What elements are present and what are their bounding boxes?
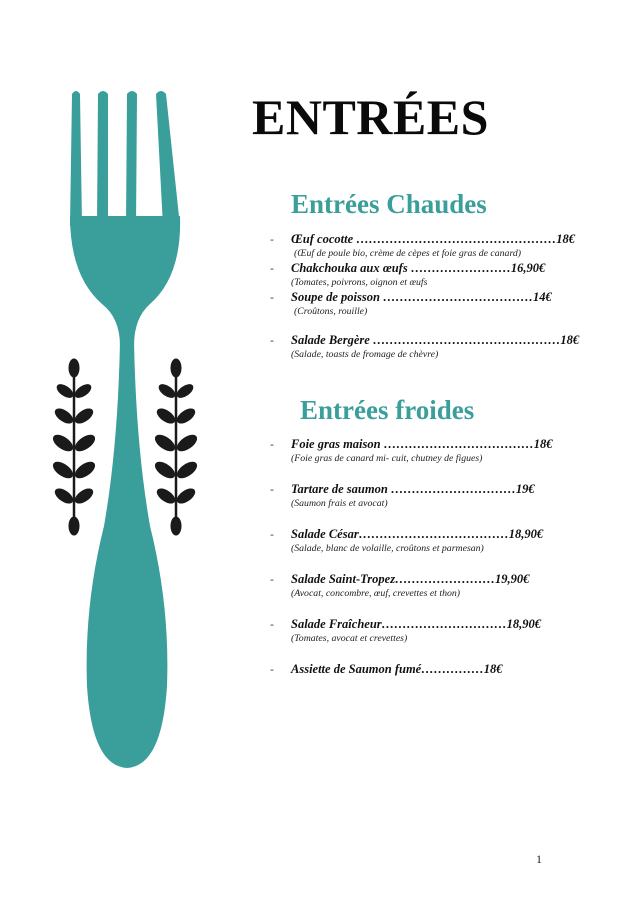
menu-item bbox=[270, 527, 570, 555]
menu-item-description: (Saumon frais et avocat) bbox=[291, 498, 388, 509]
menu-item-description: (Tomates, poivrons, oignon et œufs bbox=[291, 277, 428, 288]
menu-item-name-price: Salade Saint-Tropez……………………19,90€ bbox=[291, 572, 530, 586]
bullet-dash: - bbox=[270, 438, 274, 451]
menu-item-description: (Croûtons, rouille) bbox=[294, 306, 368, 317]
page-number: 1 bbox=[536, 852, 542, 866]
menu-item-description: (Salade, blanc de volaille, croûtons et parmesan) bbox=[291, 543, 484, 554]
bullet-dash: - bbox=[270, 291, 274, 304]
menu-item bbox=[270, 662, 570, 677]
menu-item bbox=[270, 232, 576, 260]
menu-item-name-price: Œuf cocotte …………………………………………18€ bbox=[291, 232, 576, 246]
page-title: ENTRÉES bbox=[252, 89, 489, 145]
menu-item-name-price: Foie gras maison ………………………………18€ bbox=[291, 437, 553, 451]
leaf-branch-icon bbox=[153, 359, 199, 535]
bullet-dash: - bbox=[270, 528, 274, 541]
menu-list-hot bbox=[270, 232, 580, 361]
menu-item-name-price: Tartare de saumon …………………………19€ bbox=[291, 482, 535, 496]
menu-item-name-price: Chakchouka aux œufs ……………………16,90€ bbox=[291, 261, 546, 275]
fork-icon bbox=[70, 91, 180, 768]
menu-list-cold bbox=[270, 437, 570, 677]
menu-item bbox=[270, 261, 570, 289]
menu-item bbox=[270, 290, 570, 318]
menu-item bbox=[270, 482, 570, 510]
menu-item bbox=[270, 333, 580, 361]
bullet-dash: - bbox=[270, 663, 274, 676]
leaf-branch-icon bbox=[52, 359, 97, 535]
menu-item-name-price: Assiette de Saumon fumé……………18€ bbox=[291, 662, 503, 676]
menu-item-name-price: Salade Fraîcheur…………………………18,90€ bbox=[291, 617, 542, 631]
section-title-hot: Entrées Chaudes bbox=[291, 189, 487, 219]
menu-item-description: (Salade, toasts de fromage de chèvre) bbox=[291, 349, 439, 360]
bullet-dash: - bbox=[270, 334, 274, 347]
bullet-dash: - bbox=[270, 573, 274, 586]
bullet-dash: - bbox=[270, 262, 274, 275]
menu-item bbox=[270, 572, 570, 600]
menu-item bbox=[270, 437, 570, 465]
menu-item-description: (Foie gras de canard mi- cuit, chutney de figues) bbox=[291, 453, 483, 464]
menu-item-name-price: Salade César………………………………18,90€ bbox=[291, 527, 544, 541]
menu-item-description: (Œuf de poule bio, crème de cèpes et foie gras de canard) bbox=[294, 248, 522, 259]
menu-item bbox=[270, 617, 570, 645]
section-title-cold: Entrées froides bbox=[300, 395, 475, 425]
menu-item-description: (Tomates, avocat et crevettes) bbox=[291, 633, 408, 644]
bullet-dash: - bbox=[270, 483, 274, 496]
bullet-dash: - bbox=[270, 618, 274, 631]
menu-item-description: (Avocat, concombre, œuf, crevettes et thon) bbox=[291, 588, 461, 599]
menu-item-name-price: Soupe de poisson ………………………………14€ bbox=[291, 290, 552, 304]
menu-item-name-price: Salade Bergère ………………………………………18€ bbox=[291, 333, 580, 347]
fork-illustration bbox=[52, 86, 202, 776]
bullet-dash: - bbox=[270, 233, 274, 246]
